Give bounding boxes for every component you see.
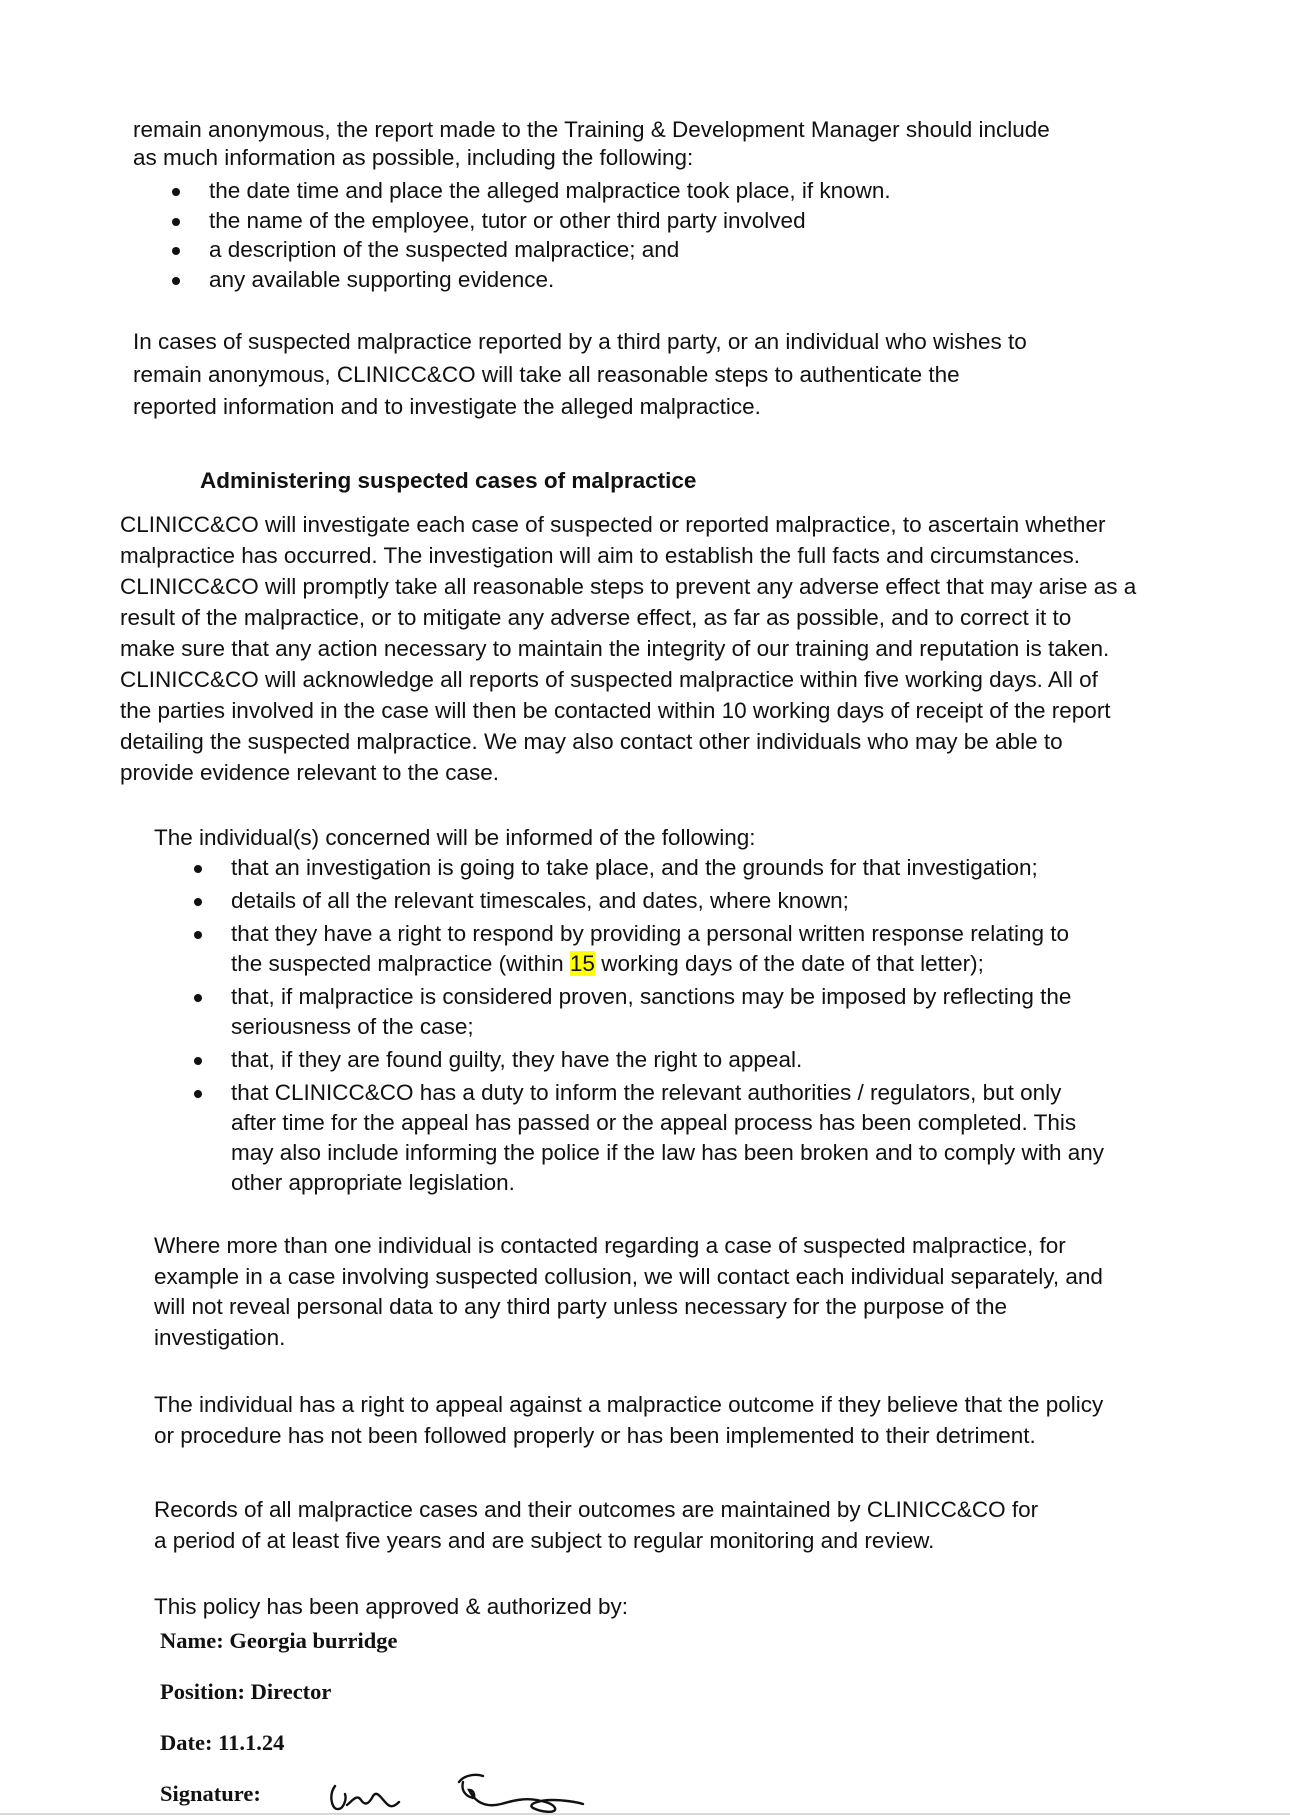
text-line: provide evidence relevant to the case. bbox=[120, 760, 499, 785]
page-edge-divider bbox=[0, 1813, 1290, 1815]
list-item: that, if they are found guilty, they have the right to appeal. bbox=[231, 1045, 1104, 1075]
text-line: or procedure has not been followed properly or has been implemented to their detriment. bbox=[154, 1422, 1036, 1448]
text-line: CLINICC&CO will acknowledge all reports of suspected malpractice within five working days. All of bbox=[120, 667, 1098, 692]
text-line: CLINICC&CO will investigate each case of suspected or reported malpractice, to ascertain whether bbox=[120, 512, 1106, 537]
highlighted-number: 15 bbox=[569, 951, 595, 976]
approval-date: Date: 11.1.24 bbox=[160, 1730, 285, 1755]
approval-lead: This policy has been approved & authorized by: bbox=[154, 1594, 629, 1619]
list-item: that they have a right to respond by providing a personal written response relating to the suspected malpractice (within 15 working days of the date of that letter); bbox=[231, 919, 1104, 979]
intro-paragraph bbox=[133, 115, 1050, 173]
appeal-paragraph bbox=[154, 1390, 1103, 1451]
text-line: malpractice has occurred. The investigation will aim to establish the full facts and circumstances. bbox=[120, 543, 1081, 568]
collusion-paragraph bbox=[154, 1231, 1103, 1353]
text-line: Records of all malpractice cases and their outcomes are maintained by CLINICC&CO for bbox=[154, 1497, 1039, 1522]
informed-lead: The individual(s) concerned will be informed of the following: bbox=[154, 825, 756, 850]
text-line: Where more than one individual is contacted regarding a case of suspected malpractice, for bbox=[154, 1233, 1066, 1258]
text-line: remain anonymous, CLINICC&CO will take all reasonable steps to authenticate the bbox=[133, 361, 960, 387]
records-paragraph bbox=[154, 1495, 1038, 1556]
text-line: example in a case involving suspected collusion, we will contact each individual separately, and bbox=[154, 1263, 1103, 1289]
approver-name: Name: Georgia burridge bbox=[160, 1628, 398, 1653]
signature-image bbox=[325, 1760, 595, 1818]
text-line: detailing the suspected malpractice. We may also contact other individuals who may be able to bbox=[120, 729, 1063, 754]
text-line: In cases of suspected malpractice reported by a third party, or an individual who wishes to bbox=[133, 329, 1027, 354]
text-line: investigation. bbox=[154, 1324, 286, 1350]
text-line: as much information as possible, including the following: bbox=[133, 145, 694, 170]
text-line: reported information and to investigate the alleged malpractice. bbox=[133, 394, 761, 419]
third-party-paragraph bbox=[133, 326, 1027, 424]
text-line: will not reveal personal data to any third party unless necessary for the purpose of the bbox=[154, 1294, 1007, 1319]
section-heading: Administering suspected cases of malpractice bbox=[200, 468, 697, 493]
list-item: any available supporting evidence. bbox=[209, 265, 891, 295]
list-item: that, if malpractice is considered proven, sanctions may be imposed by reflecting the seriousness of the case; bbox=[231, 982, 1104, 1042]
list-item: a description of the suspected malpractice; and bbox=[209, 235, 891, 265]
signature-label: Signature: bbox=[160, 1781, 261, 1806]
intro-bullet-list bbox=[209, 176, 891, 294]
list-item: details of all the relevant timescales, and dates, where known; bbox=[231, 886, 1104, 916]
text-line: a period of at least five years and are subject to regular monitoring and review. bbox=[154, 1527, 935, 1553]
text-line: make sure that any action necessary to maintain the integrity of our training and reputation is taken. bbox=[120, 636, 1110, 661]
informed-bullet-list bbox=[231, 853, 1104, 1198]
text-line: remain anonymous, the report made to the Training & Development Manager should include bbox=[133, 117, 1050, 142]
text-line: The individual has a right to appeal against a malpractice outcome if they believe that the policy bbox=[154, 1392, 1104, 1417]
list-item: the date time and place the alleged malpractice took place, if known. bbox=[209, 176, 891, 206]
text-line: CLINICC&CO will promptly take all reasonable steps to prevent any adverse effect that may arise as a bbox=[120, 574, 1137, 599]
administering-paragraph bbox=[120, 509, 1136, 788]
list-item: that CLINICC&CO has a duty to inform the relevant authorities / regulators, but only after time for the appeal has passed or the appeal process has been completed. This may also include informing the police if the law has been broken and to comply with any other appropriate legislation. bbox=[231, 1078, 1104, 1198]
list-item: the name of the employee, tutor or other third party involved bbox=[209, 206, 891, 236]
text-line: result of the malpractice, or to mitigate any adverse effect, as far as possible, and to correct it to bbox=[120, 605, 1072, 630]
list-item: that an investigation is going to take place, and the grounds for that investigation; bbox=[231, 853, 1104, 883]
approver-position: Position: Director bbox=[160, 1679, 332, 1704]
text-line: the parties involved in the case will then be contacted within 10 working days of receipt of the report bbox=[120, 698, 1111, 723]
